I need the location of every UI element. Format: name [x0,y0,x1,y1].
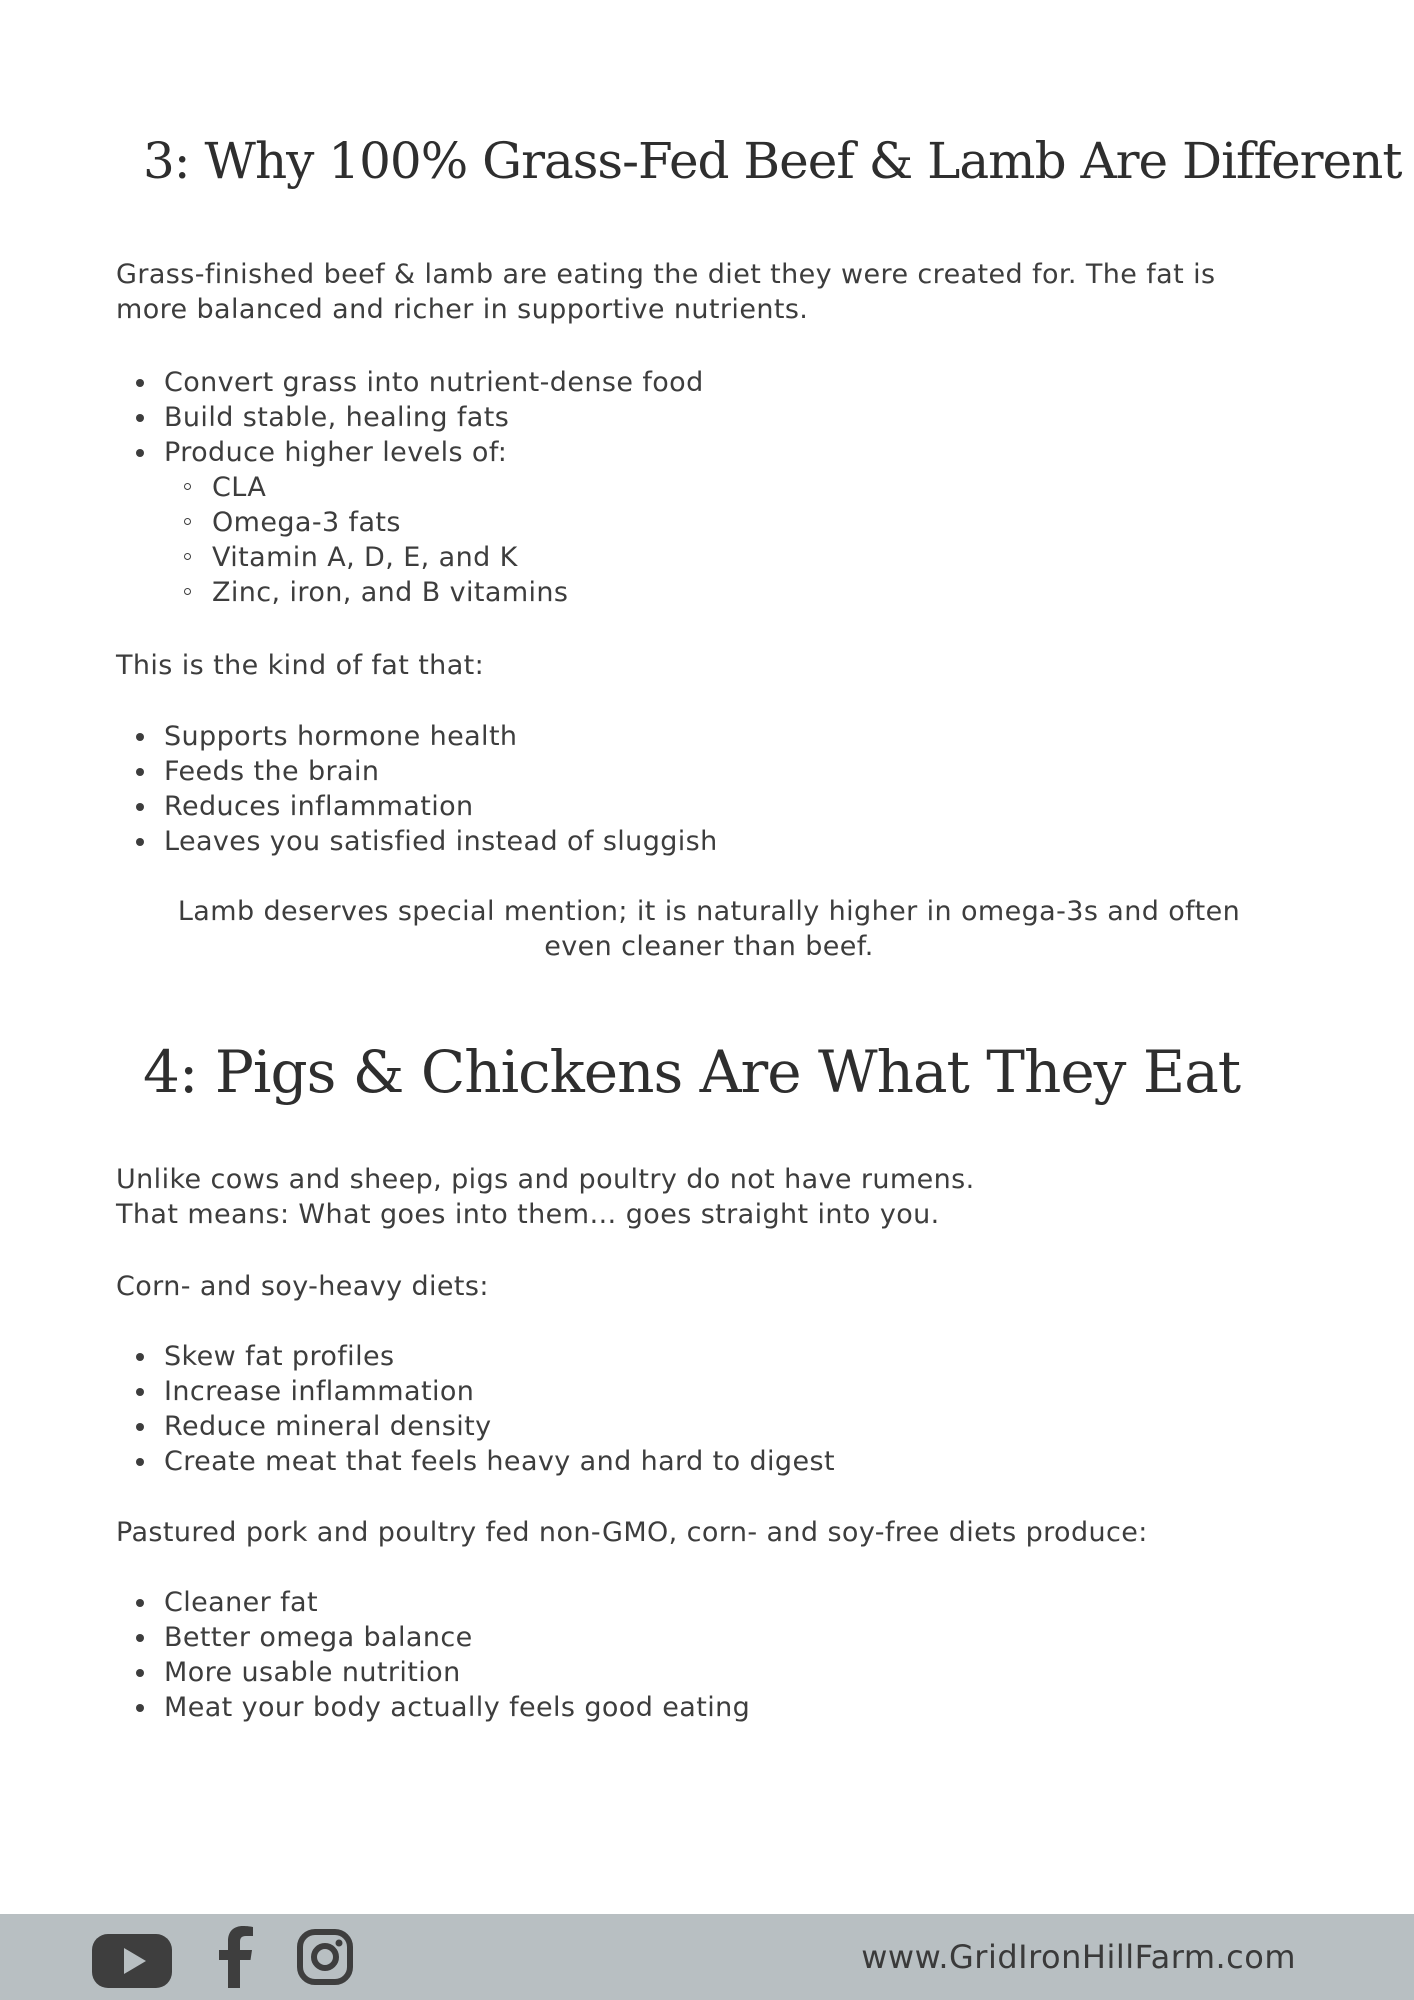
note-line: Lamb deserves special mention; it is naturally higher in omega-3s and often [177,896,1241,927]
section-3-intro [116,257,1306,327]
section-4-heading: 4: Pigs & Chickens Are What They Eat [143,1038,1241,1106]
fat-benefits-list [116,719,1306,859]
sub-list-item: Zinc, iron, and B vitamins [116,575,1306,610]
intro-line: Grass-finished beef & lamb are eating the diet they were created for. The fat is [116,259,1216,290]
pastured-benefits-list [116,1585,1306,1725]
sub-list-item: CLA [116,470,1306,505]
footer-bar [0,1914,1414,2000]
fat-intro [116,648,1306,683]
diet-intro [116,1269,1306,1304]
section-4-intro [116,1162,1306,1232]
website-link[interactable]: www.GridIronHillFarm.com [861,1938,1296,1976]
list-item: Create meat that feels heavy and hard to digest [116,1444,1306,1479]
note-line: even cleaner than beef. [544,931,874,962]
list-item: Reduce mineral density [116,1409,1306,1444]
pastured-intro [116,1515,1306,1550]
list-item: Leaves you satisfied instead of sluggish [116,824,1306,859]
sub-list-item: Vitamin A, D, E, and K [116,540,1306,575]
lamb-note [116,894,1302,964]
intro-line: more balanced and richer in supportive nutrients. [116,294,809,325]
facebook-icon[interactable] [216,1926,256,1992]
intro-line: That means: What goes into them… goes straight into you. [116,1199,940,1230]
paragraph: Corn- and soy-heavy diets: [116,1271,489,1302]
paragraph: This is the kind of fat that: [116,650,485,681]
intro-line: Unlike cows and sheep, pigs and poultry do not have rumens. [116,1164,975,1195]
instagram-icon[interactable] [297,1929,353,1989]
list-item: Build stable, healing fats [116,400,1306,435]
list-item: Better omega balance [116,1620,1306,1655]
section-3-heading: 3: Why 100% Grass-Fed Beef & Lamb Are Different [143,132,1402,190]
list-item: More usable nutrition [116,1655,1306,1690]
youtube-icon[interactable] [92,1932,172,1994]
list-item: Produce higher levels of: [116,435,1306,470]
sub-list-item: Omega-3 fats [116,505,1306,540]
list-item: Meat your body actually feels good eating [116,1690,1306,1725]
diet-effects-list [116,1339,1306,1479]
section-3-benefits-list [116,365,1306,610]
list-item: Cleaner fat [116,1585,1306,1620]
list-item: Convert grass into nutrient-dense food [116,365,1306,400]
list-item: Feeds the brain [116,754,1306,789]
list-item: Increase inflammation [116,1374,1306,1409]
list-item: Reduces inflammation [116,789,1306,824]
paragraph: Pastured pork and poultry fed non-GMO, corn- and soy-free diets produce: [116,1517,1148,1548]
list-item: Supports hormone health [116,719,1306,754]
list-item: Skew fat profiles [116,1339,1306,1374]
